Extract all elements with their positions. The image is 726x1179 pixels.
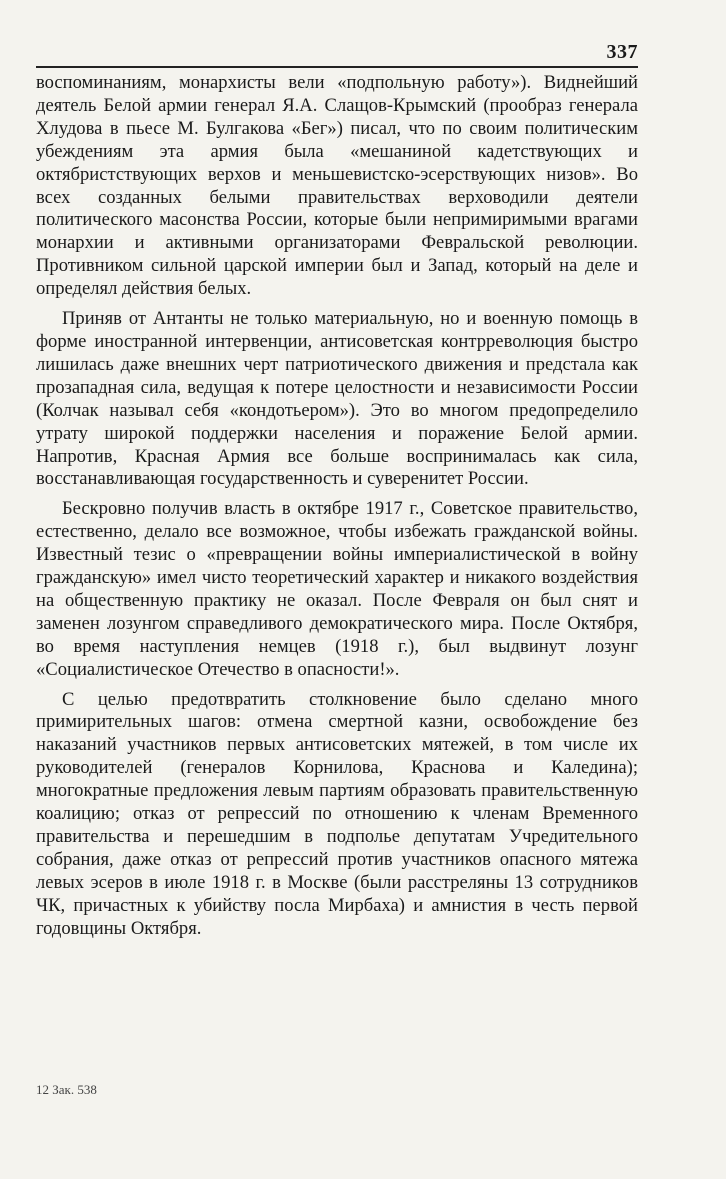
header-rule — [36, 66, 638, 68]
paragraph-continuation: воспоминаниям, монархисты вели «подпольную работу»). Виднейший деятель Белой армии генерал Я.А. Слащов-Крымский (прообраз генерала Хлудова в пьесе М. Булгакова «Бег») писал, что по своим политическим убеждениям эта армия была «мешаниной кадетствующих и октябристствующих верхов и меньшевистско-эсерствующих низов». Во всех созданных белыми правительствах верховодили деятели политического масонства России, которые были непримиримыми врагами монархии и активными организаторами Февральской революции. Противником сильной царской империи был и Запад, который на деле и определял действия белых. — [36, 72, 638, 300]
body-text — [36, 72, 638, 941]
paragraph-reconciliation: С целью предотвратить столкновение было сделано много примирительных шагов: отмена смертной казни, освобождение без наказаний участников первых антисоветских мятежей, в том числе их руководителей (генералов Корнилова, Краснова и Каледина); многократные предложения левым партиям образовать правительственную коалицию; отказ от репрессий по отношению к членам Временного правительства и перешедшим в подполье депутатам Учредительного собрания, даже отказ от репрессий против участников опасного мятежа левых эсеров в июле 1918 г. в Москве (были расстреляны 13 сотрудников ЧК, причастных к убийству посла Мирбаха) и амнистия в честь первой годовщины Октября. — [36, 688, 638, 939]
paragraph-soviet-government: Бескровно получив власть в октябре 1917 г., Советское правительство, естественно, делало все возможное, чтобы избежать гражданской войны. Известный тезис о «превращении войны империалистической в войну гражданскую» имел чисто теоретический характер и никакого воздействия на общественную практику не оказал. После Февраля он был снят и заменен лозунгом справедливого демократического мира. После Октября, во время наступления немцев (1918 г.), был выдвинут лозунг «Социалистическое Отечество в опасности!». — [36, 498, 638, 680]
paragraph-entente: Приняв от Антанты не только материальную, но и военную помощь в форме иностранной интервенции, антисоветская контрреволюция быстро лишилась даже внешних черт патриотического движения и предстала как прозападная сила, ведущая к потере целостности и независимости России (Колчак называл себя «кондотьером»). Это во многом предопределило утрату широкой поддержки населения и поражение Белой армии. Напротив, Красная Армия все больше воспринималась как сила, восстанавливающая государственность и суверенитет России. — [36, 308, 638, 490]
printer-signature: 12 Зак. 538 — [36, 1082, 97, 1097]
page-number: 337 — [606, 41, 638, 63]
